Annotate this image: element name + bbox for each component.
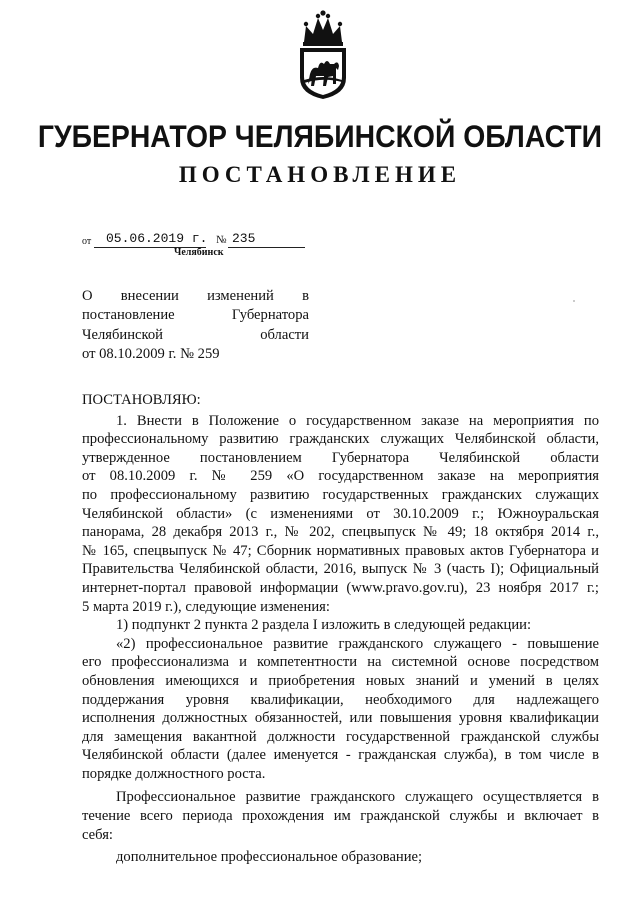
subject-line-2: постановление Губернатора (82, 307, 309, 324)
paragraph-3: «2) профессиональное развитие гражданского служащего - повышение его профессионализма и компетентности на системной основе посредством обновления имеющихся и приобретения новых знаний и умений в целях поддержания уровня квалификации, необходимого для надлежащего исполнения должностных обязанностей, или повышения уровня квалификации для замещения вакантной должности государственной гражданской службы Челябинской области (далее именуется - гражданская служба), в том числе в порядке должностного роста. (82, 635, 599, 782)
subject-line-4: от 08.10.2009 г. № 259 (82, 346, 220, 363)
document-meta (82, 231, 342, 261)
subject-line-3: Челябинской области (82, 326, 309, 343)
number-underline (228, 247, 305, 248)
governor-title: ГУБЕРНАТОР ЧЕЛЯБИНСКОЙ ОБЛАСТИ (37, 118, 603, 154)
decree-heading: ПОСТАНОВЛЯЮ: (82, 392, 201, 408)
document-date: 05.06.2019 г. (106, 231, 208, 246)
paragraph-5: дополнительное профессиональное образование; (116, 849, 423, 866)
from-label: от (82, 236, 92, 247)
document-body (82, 391, 599, 867)
number-label: № (216, 234, 227, 246)
subject-line-1: О внесении изменений в (82, 288, 309, 304)
document-subject (82, 287, 309, 365)
paragraph-4: Профессиональное развитие гражданского служащего осуществляется в течение всего периода прохождения им гражданской службы и включает в себя: (82, 789, 599, 843)
coat-of-arms-icon (296, 8, 350, 100)
city-label: Челябинск (174, 247, 224, 258)
document-type: ПОСТАНОВЛЕНИЕ (178, 162, 462, 187)
scan-speck (573, 300, 575, 302)
paragraph-1: 1. Внести в Положение о государственном заказе на мероприятия по профессиональному развитию гражданских служащих Челябинской области, утвержденное постановлением Губернатора Челябинской области от 08.10.2009 г. № 259 «О государственном заказе на мероприятия по профессиональному развитию государственных гражданских служащих Челябинской области» (с изменениями от 30.10.2009 г.; Южноуральская панорама, 28 декабря 2013 г., № 202, спецвыпуск № 49; 18 октября 2014 г., № 165, спецвыпуск № 47; Сборник нормативных правовых актов Губернатора и Правительства Челябинской области, 2016, выпуск № 3 (часть I); Официальный интернет-портал правовой информации (www.pravo.gov.ru), 23 ноября 2017 г.; 5 марта 2019 г.), следующие изменения: (82, 412, 599, 615)
document-number: 235 (232, 231, 256, 246)
paragraph-2: 1) подпункт 2 пункта 2 раздела I изложить в следующей редакции: (116, 617, 532, 634)
